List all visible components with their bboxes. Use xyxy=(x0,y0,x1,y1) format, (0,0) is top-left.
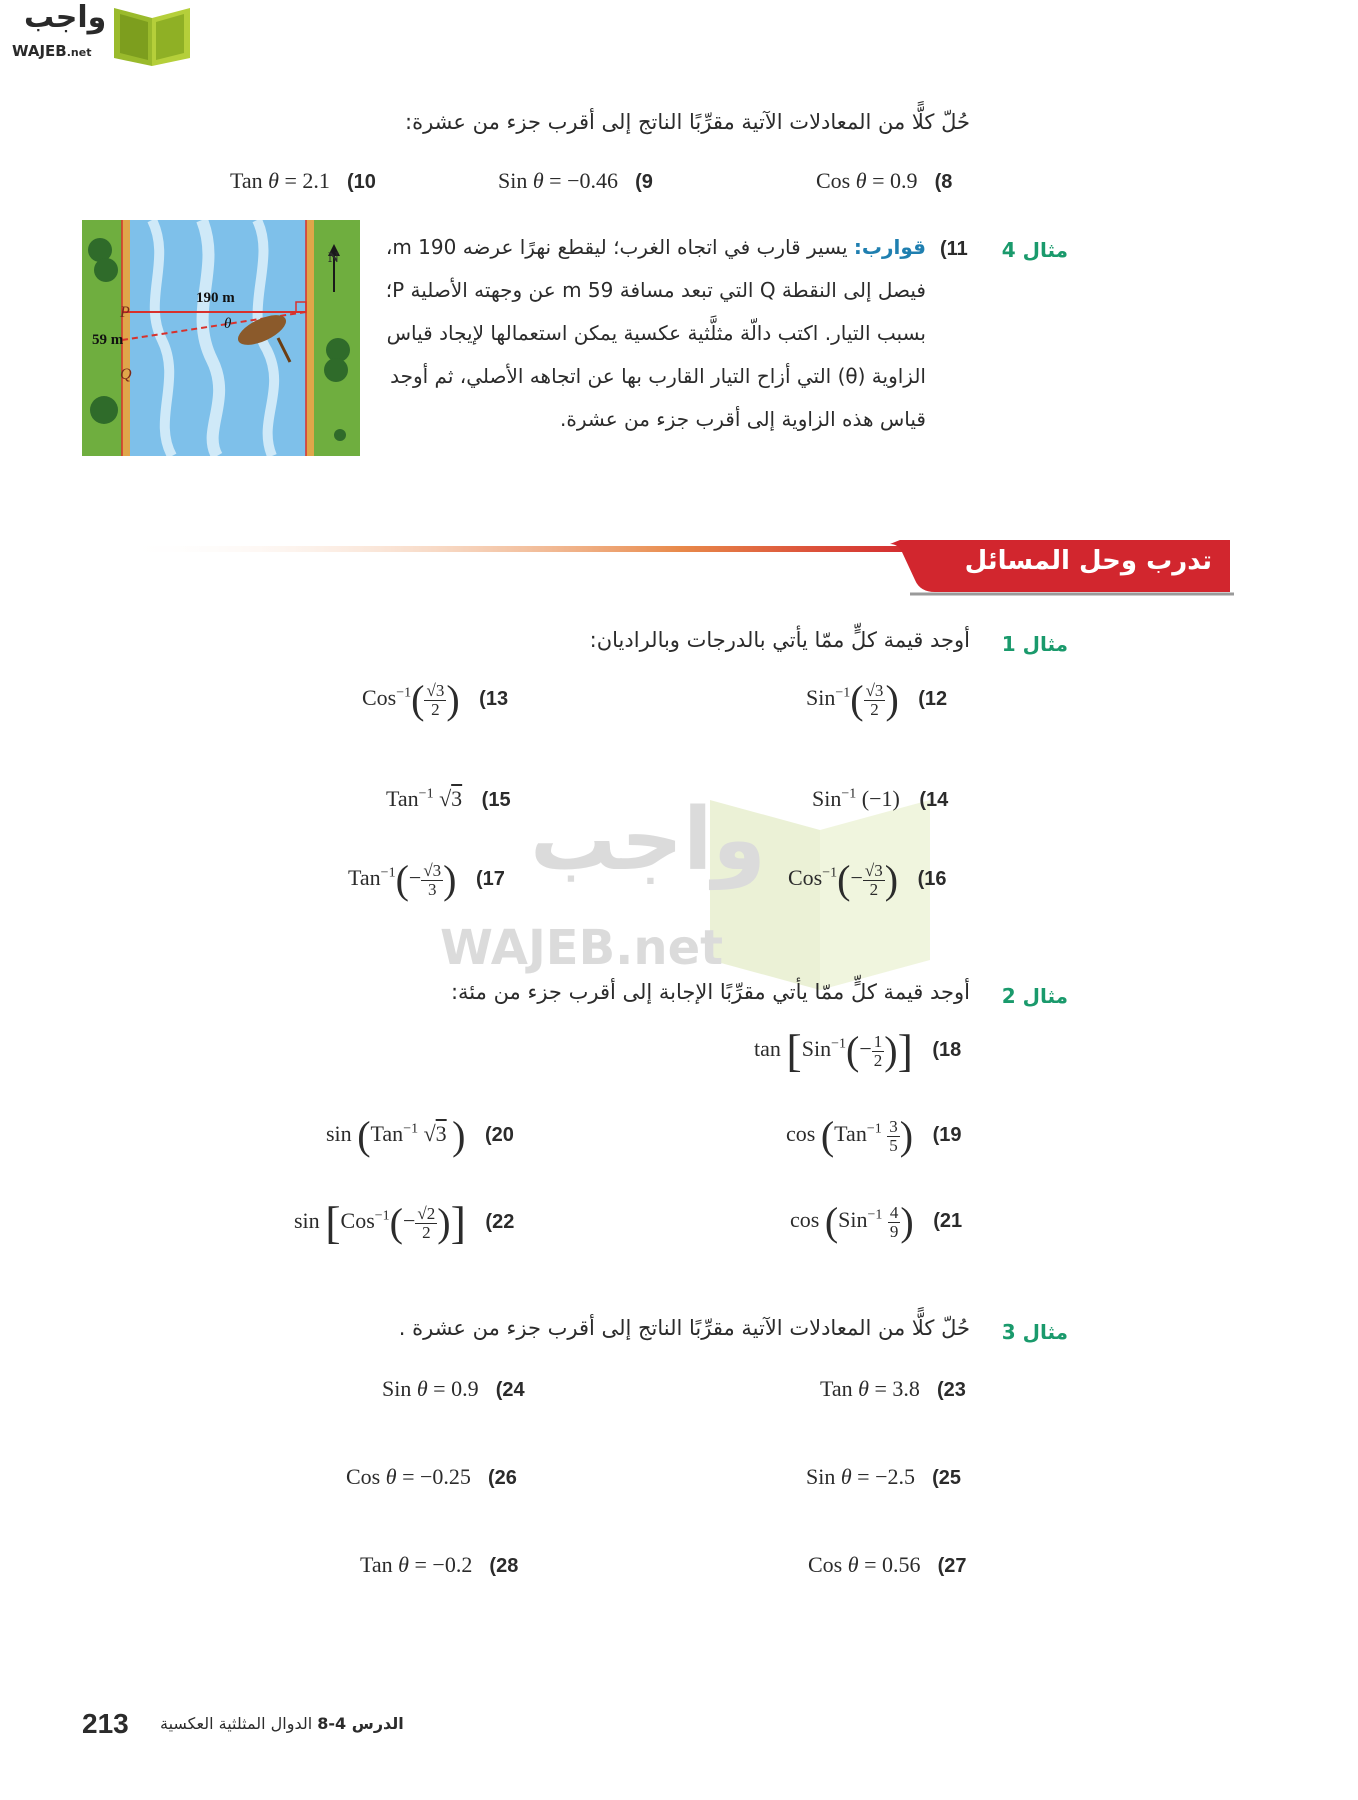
item-24: Sin θ = 0.9 (24 xyxy=(382,1376,525,1401)
example-1-label: مثال 1 xyxy=(1001,632,1068,656)
item-16: Cos$^{-1}$(− $\frac{√3}{2}$ ) (16 xyxy=(788,857,947,902)
book-icon xyxy=(108,6,196,68)
page-number: 213 xyxy=(82,1708,129,1739)
example-1-instruction: أوجد قيمة كلٍّ ممّا يأتي بالدرجات وبالراديان: xyxy=(589,628,970,652)
top-instruction: حُلّ كلًّا من المعادلات الآتية مقرِّبًا الناتج إلى أقرب جزء من عشرة: xyxy=(405,110,970,134)
top-item-10: Tan θ = 2.1 (10 xyxy=(230,168,376,193)
banner-title: تدرب وحل المسائل xyxy=(964,546,1212,576)
logo-arabic: واجب xyxy=(24,0,107,35)
logo-latin: WAJEB.net xyxy=(12,42,92,60)
item-25: Sin θ = −2.5 (25 xyxy=(806,1464,962,1489)
example-3-instruction: حُلّ كلًّا من المعادلات الآتية مقرِّبًا الناتج إلى أقرب جزء من عشرة . xyxy=(398,1316,970,1340)
item-26: Cos θ = −0.25 (26 xyxy=(346,1464,517,1489)
example-2-instruction: أوجد قيمة كلٍّ ممّا يأتي مقرِّبًا الإجابة إلى أقرب جزء من مئة: xyxy=(450,980,970,1004)
river-diagram xyxy=(82,220,360,456)
item-23: Tan θ = 3.8 (23 xyxy=(820,1376,966,1401)
boats-keyword: قوارب: xyxy=(853,235,926,259)
item-22: sin [Cos$^{-1}$(− $\frac{√2}{2}$ )] (22 xyxy=(294,1197,515,1248)
top-item-8: Cos θ = 0.9 (8 xyxy=(816,168,953,193)
watermark-latin: WAJEB.net xyxy=(440,920,724,976)
section-banner xyxy=(120,540,1240,600)
example-4-paragraph: قوارب: يسير قارب في اتجاه الغرب؛ ليقطع نهرًا عرضه 190 m، فيصل إلى النقطة Q التي تبعد مسافة 59 m عن وجهته الأصلية P؛ بسبب التيار. اكتب دالّة مثلَّثية عكسية يمكن استعمالها لإيجاد قياس الزاوية (θ) التي أزاح التيار القارب بها عن اتجاهه الأصلي، ثم أوجد قياس هذه الزاوية إلى أقرب جزء من عشرة. xyxy=(385,235,926,431)
item-18: tan [Sin$^{-1}$(− $\frac{1}{2}$ )] (18 xyxy=(754,1025,962,1076)
item-20: sin (Tan$^{-1}$ √3 ) (20 xyxy=(326,1113,514,1158)
item-14: Sin$^{-1}$ (−1) (14 xyxy=(812,786,949,811)
example-3-label: مثال 3 xyxy=(1001,1320,1068,1344)
figure-north-label: N xyxy=(328,250,339,266)
figure-offset-label: 59 m xyxy=(92,332,124,348)
figure-q-label: Q xyxy=(120,366,132,383)
item-15: Tan$^{-1}$ √3 (15 xyxy=(386,786,511,811)
item-11-number: (11 xyxy=(940,238,968,260)
item-13: Cos$^{-1}$( $\frac{√3}{2}$ ) (13 xyxy=(362,677,509,722)
figure-width-label: 190 m xyxy=(196,290,235,306)
example-4-label: مثال 4 xyxy=(1001,238,1068,262)
item-12: Sin$^{-1}$( $\frac{√3}{2}$ ) (12 xyxy=(806,677,948,722)
top-item-9: Sin θ = −0.46 (9 xyxy=(498,168,653,193)
item-17: Tan$^{-1}$(− $\frac{√3}{3}$ ) (17 xyxy=(348,857,505,902)
item-28: Tan θ = −0.2 (28 xyxy=(360,1552,519,1577)
figure-theta-label: θ xyxy=(224,316,232,332)
item-27: Cos θ = 0.56 (27 xyxy=(808,1552,967,1577)
item-19: cos (Tan$^{-1}$ $\frac{3}{5}$ ) (19 xyxy=(786,1113,962,1158)
watermark-arabic: واجب xyxy=(530,790,766,890)
example-2-label: مثال 2 xyxy=(1001,984,1068,1008)
river-figure xyxy=(82,220,360,456)
item-21: cos (Sin$^{-1}$ $\frac{4}{9}$ ) (21 xyxy=(790,1199,963,1244)
figure-p-label: P xyxy=(120,304,130,321)
site-logo[interactable] xyxy=(10,0,190,66)
footer-lesson: الدرس 4-8 الدوال المثلثية العكسية xyxy=(160,1714,404,1733)
